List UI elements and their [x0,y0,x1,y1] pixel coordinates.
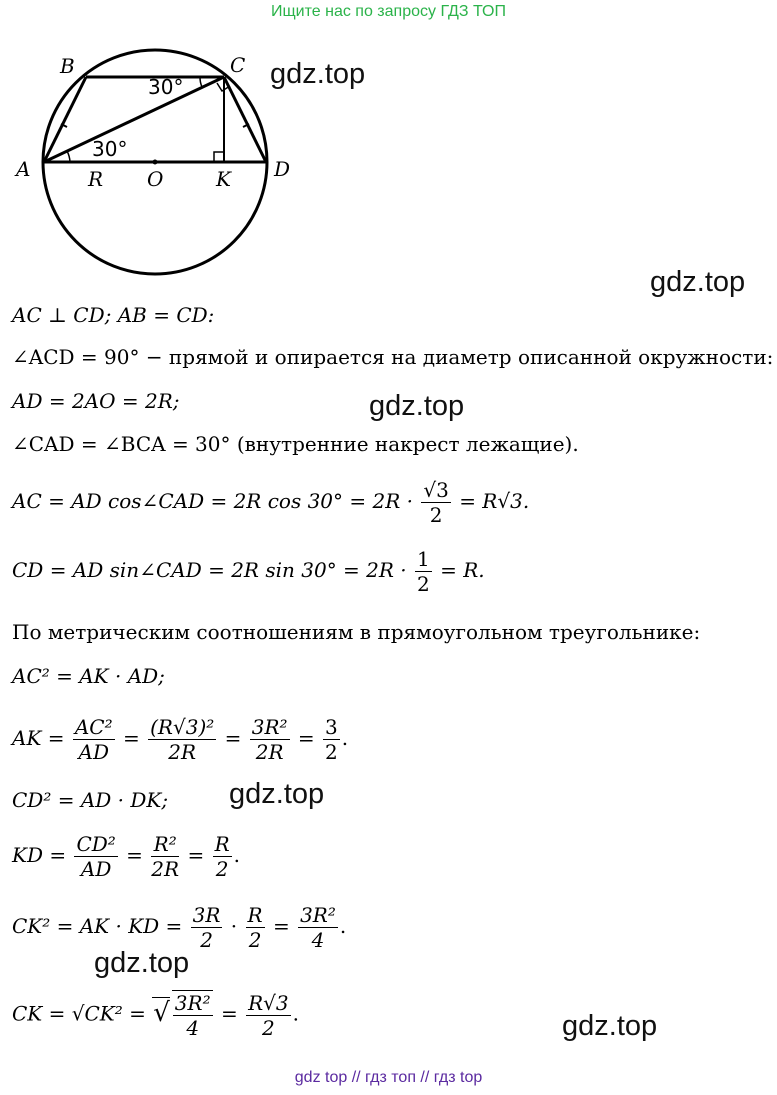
line-angles: ∠CAD = ∠BCA = 30° (внутренние накрест лежащие). [12,432,579,456]
equation-kd: KD = $\frac{\text{CD²}}{AD}$ = $\frac{\text{R²}}{2R}$ = $\frac{R}{2}$ . [12,832,240,881]
line-cd-squared: CD² = AD · DK; [12,788,169,812]
watermark-6: gdz.top [562,1010,658,1042]
label-o: O [147,167,164,191]
search-banner: Ищите нас по запросу ГДЗ ТОП [271,3,506,20]
line-ac-squared: AC² = AK · AD; [12,664,165,688]
angle-label-top: 30° [148,75,184,99]
center-point [153,160,158,165]
label-d: D [274,157,291,181]
line-metric-relations: По метрическим соотношениям в прямоугольном треугольнике: [12,620,701,644]
equation-ac: AC = AD cos∠CAD = 2R cos 30° = 2R · $\frac{√3}{2}$ = R√3. [12,478,530,527]
equation-cd: CD = AD sin∠CAD = 2R sin 30° = 2R · $\frac{1}{2}$ = R. [12,547,485,596]
line-right-angle: ∠ACD = 90° − прямой и опирается на диаметр описанной окружности: [12,345,774,369]
angle-label-bottom: 30° [92,137,128,161]
label-k: K [216,167,231,191]
watermark-5: gdz.top [94,947,190,979]
footer-links: gdz top // гдз топ // гдз top [294,1069,483,1086]
label-c: C [230,53,246,77]
equation-ck-squared: CK² = AK · KD = $\frac{3R}{2}$ · $\frac{R}{2}$ = $\frac{\text{3R²}}{4}$ . [12,903,347,952]
watermark-1: gdz.top [270,58,366,90]
equation-ck: CK = √CK² = √ $\frac{\text{3R²}}{4}$ = $\frac{R√3}{2}$ . [12,990,299,1040]
equation-ak: AK = $\frac{\text{AC²}}{AD}$ = $\frac{\text{(R√3)²}}{2R}$ = $\frac{\text{3R²}}{2R}$ = $\frac{3}{2}$ . [12,715,349,764]
label-r: R [88,167,104,191]
label-b: B [60,54,75,78]
watermark-4: gdz.top [229,778,325,810]
angle-arc-a [67,151,70,162]
line-perpendicular: AC ⊥ CD; AB = CD: [12,303,215,327]
watermark-2: gdz.top [650,266,746,298]
label-a: A [16,157,31,181]
watermark-3: gdz.top [369,390,465,422]
line-diameter: AD = 2AO = 2R; [12,389,180,413]
